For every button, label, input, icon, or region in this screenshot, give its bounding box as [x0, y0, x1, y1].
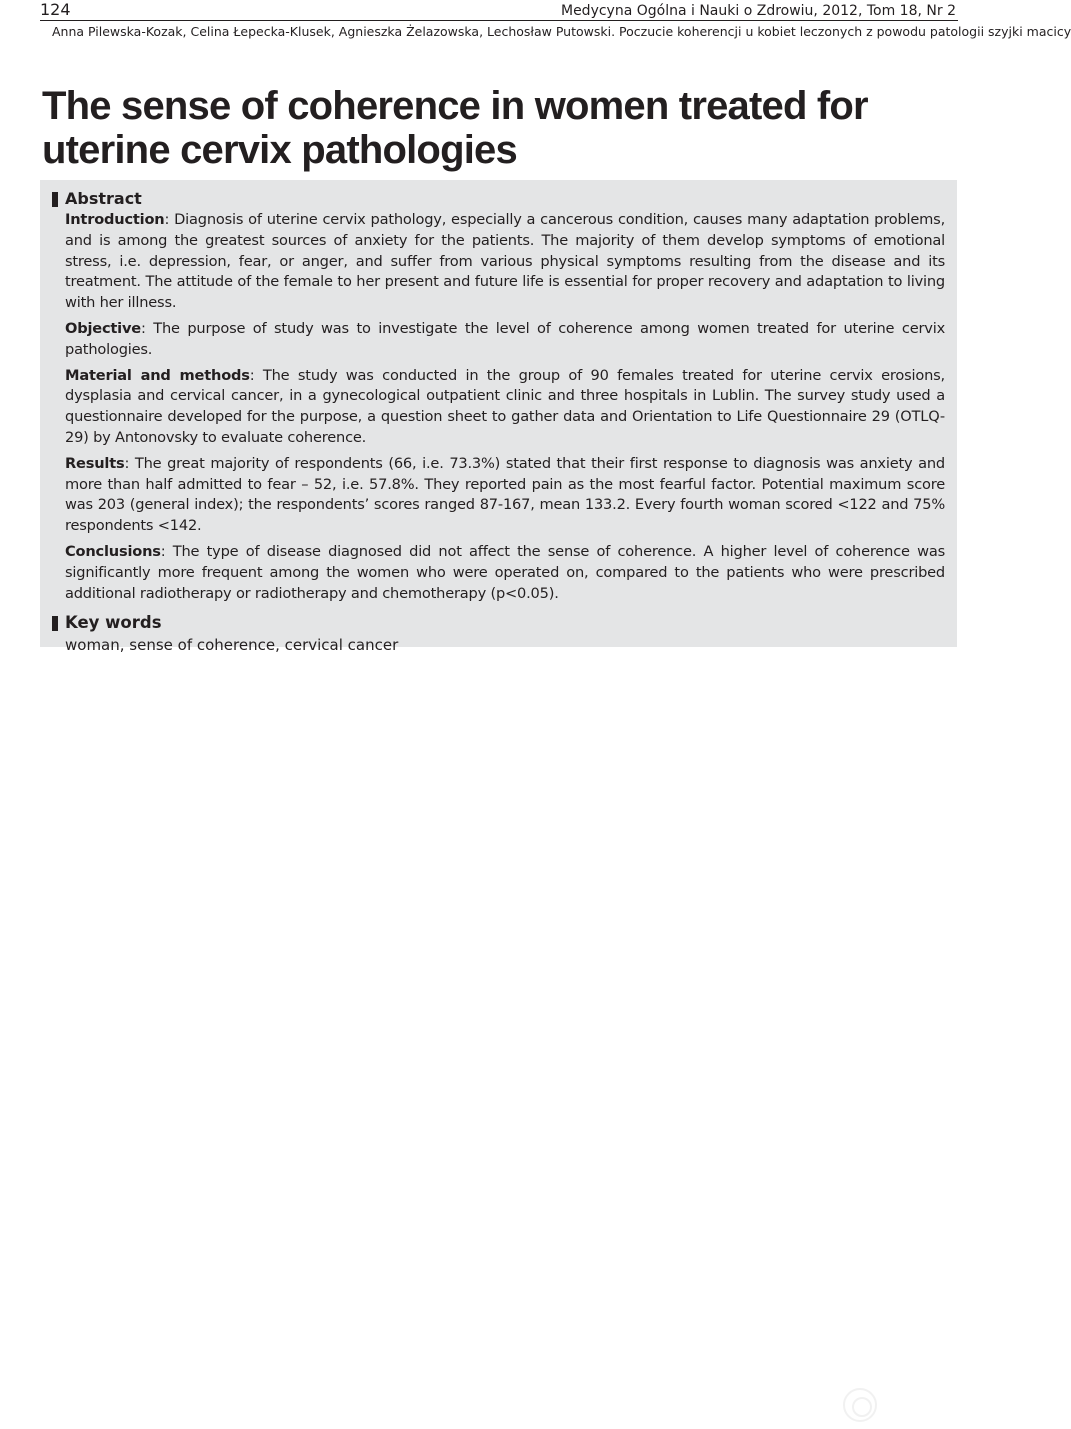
- objective-text: The purpose of study was to investigate the level of coherence among women treated for uterine cervix pathologies.: [65, 319, 946, 358]
- abstract-heading-label: Abstract: [65, 189, 142, 208]
- article-title: The sense of coherence in women treated for uterine cervix pathologies: [42, 84, 868, 172]
- introduction-label: Introduction: [65, 211, 165, 228]
- introduction-text: Diagnosis of uterine cervix pathology, especially a cancerous condition, causes many adaptation problems, and is among the greatest sources of anxiety for the patients. The majority of them develop symptoms of emotional stress, i.e. depression, fear, or anger, and suffer from various physical symptoms resulting from the disease and its treatment. The attitude of the female to her present and future life is essential for proper recovery and adaptation to living with her illness.: [65, 211, 946, 312]
- keywords-heading-label: Key words: [65, 613, 162, 633]
- abstract-results: Results: The great majority of respondents (66, i.e. 73.3%) stated that their first response to diagnosis was anxiety and more than half admitted to fear – 52, i.e. 57.8%. They reported pain as the most fearful factor. Potential maximum score was 203 (general index); the respondents’ scores ranged 87-167, mean 133.2. Every fourth woman scored <122 and 75% respondents <142.: [65, 454, 945, 535]
- page-number: 124: [40, 0, 71, 19]
- abstract-conclusions: Conclusions: The type of disease diagnosed did not affect the sense of coherence. A higher level of coherence was significantly more frequent among the women who were operated on, compared to the patients who were prescribed additional radiotherapy or radiotherapy and chemotherapy (p<0.05).: [65, 542, 945, 602]
- running-head: [40, 0, 1071, 44]
- watermark-logo-icon: [843, 1388, 877, 1422]
- objective-label: Objective: [65, 319, 141, 337]
- header-rule: [40, 20, 958, 21]
- journal-name: Medycyna Ogólna i Nauki o Zdrowiu, 2012, Tom 18, Nr 2: [560, 3, 956, 19]
- conclusions-label: Conclusions: [65, 542, 161, 560]
- abstract-methods: Material and methods: The study was conducted in the group of 90 females treated for uterine cervix erosions, dysplasia and cervical cancer, in a gynecological outpatient clinic and three hospitals in Lublin. The survey study used a questionnaire developed for the purpose, a question sheet to gather data and Orientation to Life Questionnaire 29 (OTLQ-29) by Antonovsky to evaluate coherence.: [65, 366, 945, 446]
- results-text: The great majority of respondents (66, i.e. 73.3%) stated that their first response to diagnosis was anxiety and more than half admitted to fear – 52, i.e. 57.8%. They reported pain as the most fearful factor. Potential maximum score was 203 (general index); the respondents’ scores ranged 87-167, mean 133.2. Every fourth woman scored <122 and 75% respondents <142.: [65, 454, 945, 535]
- citation-line: Anna Pilewska-Kozak, Celina Łepecka-Klusek, Agnieszka Żelazowska, Lechosław Putowski. Poczucie koherencji u kobiet leczonych z powodu patologii szyjki macicy: [52, 24, 1071, 39]
- abstract-heading: [52, 188, 945, 210]
- methods-text: The study was conducted in the group of 90 females treated for uterine cervix erosions, dysplasia and cervical cancer, in a gynecological outpatient clinic and three hospitals in Lublin. The survey study used a questionnaire developed for the purpose, a question sheet to gather data and Orientation to Life Questionnaire 29 (OTLQ-29) by Antonovsky to evaluate coherence.: [65, 366, 945, 446]
- methods-label: Material and methods: [65, 366, 250, 384]
- conclusions-text: The type of disease diagnosed did not affect the sense of coherence. A higher level of coherence was significantly more frequent among the women who were operated on, compared to the patients who were prescribed additional radiotherapy or radiotherapy and chemotherapy (p<0.05).: [65, 542, 945, 602]
- section-marker-icon: [52, 616, 58, 631]
- abstract-introduction: Introduction: Diagnosis of uterine cervix pathology, especially a cancerous condition, causes many adaptation problems, and is among the greatest sources of anxiety for the patients. The majority of them develop symptoms of emotional stress, i.e. depression, fear, or anger, and suffer from various physical symptoms resulting from the disease and its treatment. The attitude of the female to her present and future life is essential for proper recovery and adaptation to living with her illness.: [65, 211, 946, 312]
- keywords-text: woman, sense of coherence, cervical cancer: [65, 636, 399, 655]
- keywords-heading: [52, 612, 945, 634]
- results-label: Results: [65, 454, 125, 472]
- abstract-box: [40, 180, 957, 655]
- section-marker-icon: [52, 192, 58, 207]
- abstract-objective: Objective: The purpose of study was to investigate the level of coherence among women treated for uterine cervix pathologies.: [65, 319, 946, 358]
